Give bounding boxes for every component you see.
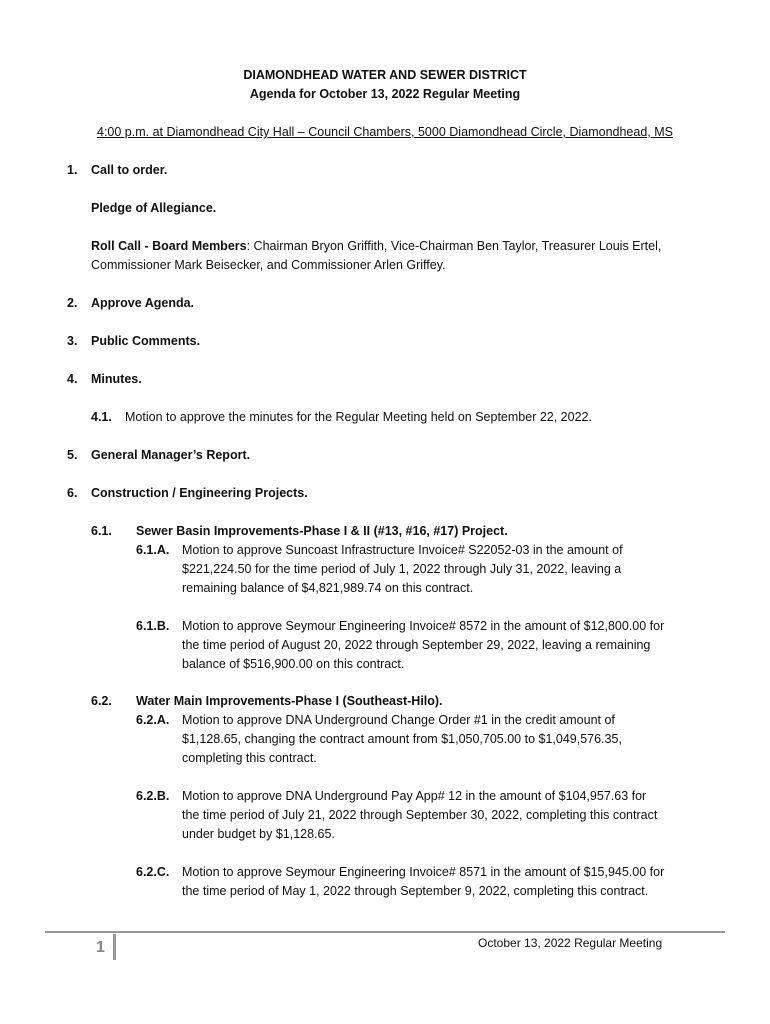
item-4-title: Minutes. bbox=[91, 372, 142, 386]
item-6-2-title: Water Main Improvements-Phase I (Southeast-Hilo). bbox=[136, 694, 443, 708]
item-6-2-b-line: the time period of July 21, 2022 through September 30, 2022, completing this contract bbox=[182, 808, 658, 822]
item-6-2-c-line: Motion to approve Seymour Engineering Invoice# 8571 in the amount of $15,945.00 for bbox=[182, 865, 665, 879]
roll-call-line-1 bbox=[91, 237, 661, 256]
item-4-1-text: Motion to approve the minutes for the Regular Meeting held on September 22, 2022. bbox=[125, 410, 592, 424]
item-6-2-a-line: Motion to approve DNA Underground Change Order #1 in the credit amount of bbox=[182, 713, 615, 727]
document-subtitle: Agenda for October 13, 2022 Regular Meeting bbox=[249, 87, 521, 101]
roll-call-line-2: Commissioner Mark Beisecker, and Commissioner Arlen Griffey. bbox=[91, 258, 446, 272]
item-6-1-a-number: 6.1.A. bbox=[136, 543, 170, 557]
item-6-2-c-number: 6.2.C. bbox=[136, 865, 170, 879]
item-6-1-a-line: Motion to approve Suncoast Infrastructure Invoice# S22052-03 in the amount of bbox=[182, 543, 623, 557]
item-6-number: 6. bbox=[67, 486, 78, 500]
item-3-number: 3. bbox=[67, 334, 78, 348]
footer-divider bbox=[113, 934, 116, 960]
item-6-1-number: 6.1. bbox=[91, 524, 112, 538]
roll-call-label: Roll Call - Board Members bbox=[91, 239, 247, 253]
item-1-title: Call to order. bbox=[91, 163, 168, 177]
document-title: DIAMONDHEAD WATER AND SEWER DISTRICT bbox=[243, 68, 527, 82]
item-6-title: Construction / Engineering Projects. bbox=[91, 486, 308, 500]
item-3-title: Public Comments. bbox=[91, 334, 201, 348]
item-4-1-number: 4.1. bbox=[91, 410, 112, 424]
meeting-location bbox=[0, 123, 770, 142]
item-6-1-a-line: remaining balance of $4,821,989.74 on this contract. bbox=[182, 581, 474, 595]
item-2-number: 2. bbox=[67, 296, 78, 310]
item-5-number: 5. bbox=[67, 448, 78, 462]
pledge-of-allegiance: Pledge of Allegiance. bbox=[91, 201, 217, 215]
item-6-1-title: Sewer Basin Improvements-Phase I & II (#13, #16, #17) Project. bbox=[136, 524, 508, 538]
meeting-location-text: 4:00 p.m. at Diamondhead City Hall – Council Chambers, 5000 Diamondhead Circle, Diamondhead, MS bbox=[97, 125, 673, 139]
item-6-2-a-line: completing this contract. bbox=[182, 751, 317, 765]
item-6-1-b-line: the time period of August 20, 2022 through September 29, 2022, leaving a remaining bbox=[182, 638, 651, 652]
item-6-1-b-number: 6.1.B. bbox=[136, 619, 170, 633]
roll-call-members: : Chairman Bryon Griffith, Vice-Chairman Ben Taylor, Treasurer Louis Ertel, bbox=[246, 239, 662, 253]
item-5-title: General Manager’s Report. bbox=[91, 448, 251, 462]
item-6-2-c-line: the time period of May 1, 2022 through September 9, 2022, completing this contract. bbox=[182, 884, 649, 898]
item-6-1-a-line: $221,224.50 for the time period of July 1, 2022 through July 31, 2022, leaving a bbox=[182, 562, 622, 576]
item-6-1-b-line: balance of $516,900.00 on this contract. bbox=[182, 657, 405, 671]
item-2-title: Approve Agenda. bbox=[91, 296, 195, 310]
item-6-2-a-line: $1,128.65, changing the contract amount from $1,050,705.00 to $1,049,576.35, bbox=[182, 732, 622, 746]
footer-meeting-label: October 13, 2022 Regular Meeting bbox=[478, 936, 663, 950]
item-4-number: 4. bbox=[67, 372, 78, 386]
item-6-2-b-line: under budget by $1,128.65. bbox=[182, 827, 335, 841]
item-6-2-b-line: Motion to approve DNA Underground Pay App# 12 in the amount of $104,957.63 for bbox=[182, 789, 647, 803]
item-6-2-number: 6.2. bbox=[91, 694, 112, 708]
footer-rule bbox=[45, 931, 725, 933]
item-6-1-b-line: Motion to approve Seymour Engineering Invoice# 8572 in the amount of $12,800.00 for bbox=[182, 619, 665, 633]
item-6-2-b-number: 6.2.B. bbox=[136, 789, 170, 803]
item-6-2-a-number: 6.2.A. bbox=[136, 713, 170, 727]
item-1-number: 1. bbox=[67, 163, 78, 177]
page-number: 1 bbox=[96, 939, 105, 956]
